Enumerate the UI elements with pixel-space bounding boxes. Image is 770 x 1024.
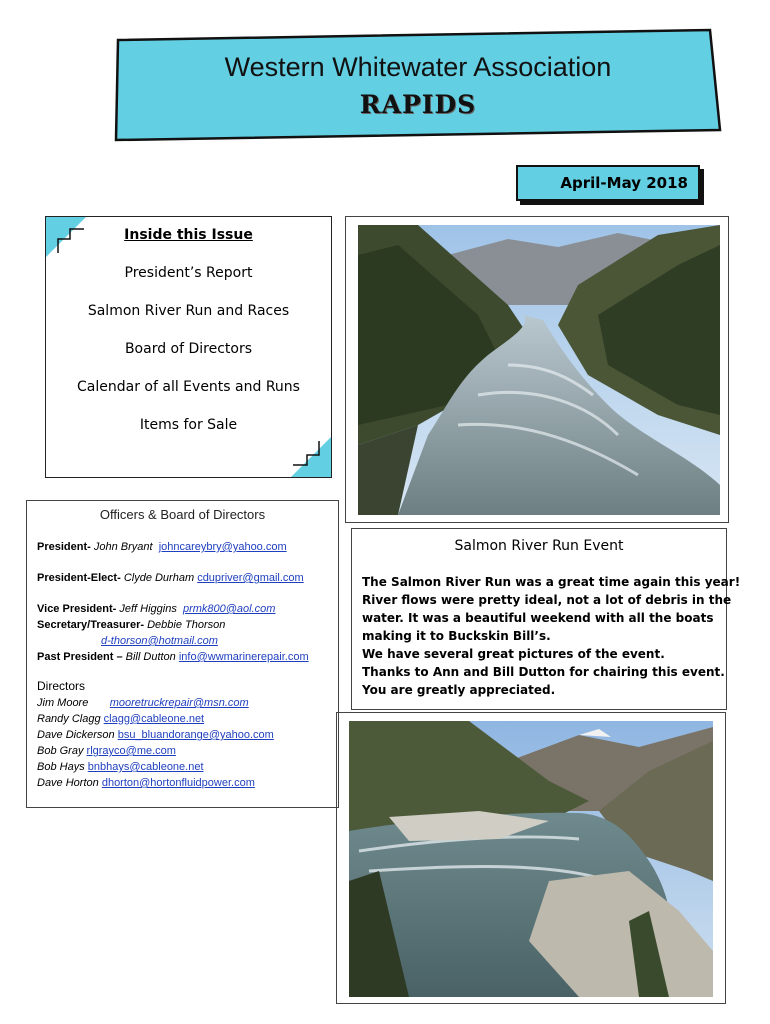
header-banner xyxy=(112,26,724,144)
event-text-line: making it to Buckskin Bill’s. xyxy=(362,629,551,643)
banner-shape xyxy=(112,26,724,144)
toc-item[interactable]: Items for Sale xyxy=(139,417,238,433)
officers-title: Officers & Board of Directors xyxy=(99,507,266,522)
email-link[interactable]: d-thorson@hotmail.com xyxy=(101,635,218,647)
directors-title: Directors xyxy=(37,679,86,693)
event-text-line: water. It was a beautiful weekend with all the boats xyxy=(362,611,714,625)
event-title: Salmon River Run Event xyxy=(454,538,624,554)
toc-title: Inside this Issue xyxy=(124,227,253,243)
officer-president: President- John Bryant johncareybry@yahoo.com xyxy=(37,541,287,553)
director-row: Dave Horton dhorton@hortonfluidpower.com xyxy=(37,777,255,789)
inside-this-issue-box xyxy=(45,216,332,478)
officer-vice-president: Vice President- Jeff Higgins prmk800@aol.com xyxy=(37,603,276,615)
email-link[interactable]: info@wwmarinerepair.com xyxy=(178,651,309,663)
officer-past-president: Past President – Bill Dutton info@wwmarinerepair.com xyxy=(37,651,309,663)
email-link[interactable]: mooretruckrepair@msn.com xyxy=(109,697,249,709)
issue-date: April-May 2018 xyxy=(516,165,700,201)
officers-board-box xyxy=(26,500,339,808)
director-row: Bob Gray rlgrayco@me.com xyxy=(37,745,176,757)
email-link[interactable]: prmk800@aol.com xyxy=(182,603,276,615)
event-text-line: River flows were pretty ideal, not a lot of debris in the xyxy=(362,593,732,607)
director-row: Randy Clagg clagg@cableone.net xyxy=(37,713,205,725)
newsletter-title: Western Whitewater Association xyxy=(224,52,612,82)
river-canyon-photo xyxy=(358,225,720,515)
event-text-line: The Salmon River Run was a great time again this year! xyxy=(362,575,741,589)
email-link[interactable]: johncareybry@yahoo.com xyxy=(158,541,287,553)
email-link[interactable]: rlgrayco@me.com xyxy=(86,745,176,757)
email-link[interactable]: cdupriver@gmail.com xyxy=(197,572,304,584)
officer-president-elect: President-Elect- Clyde Durham cdupriver@gmail.com xyxy=(37,572,304,584)
director-row: Jim Moore mooretruckrepair@msn.com xyxy=(37,697,249,709)
officer-secretary: Secretary/Treasurer- Debbie Thorson xyxy=(37,619,226,631)
event-text-line: You are greatly appreciated. xyxy=(362,683,556,697)
newsletter-subtitle: RAPIDS xyxy=(359,90,477,119)
email-link[interactable]: clagg@cableone.net xyxy=(103,713,205,725)
corner-ornament-bottom-icon xyxy=(283,429,331,477)
email-link[interactable]: dhorton@hortonfluidpower.com xyxy=(101,777,255,789)
director-row: Dave Dickerson bsu_bluandorange@yahoo.com xyxy=(37,729,274,741)
officer-secretary-email xyxy=(101,635,218,647)
toc-item[interactable]: Calendar of all Events and Runs xyxy=(77,379,300,395)
issue-date-box xyxy=(516,165,704,205)
toc-item[interactable]: President’s Report xyxy=(124,265,253,281)
river-bend-photo xyxy=(349,721,713,997)
river-photo-1-frame xyxy=(345,216,729,523)
toc-item[interactable]: Board of Directors xyxy=(124,341,253,357)
event-text-line: Thanks to Ann and Bill Dutton for chairing this event. xyxy=(362,665,725,679)
salmon-river-event-box xyxy=(351,528,741,710)
email-link[interactable]: bnbhays@cableone.net xyxy=(87,761,204,773)
event-text-line: We have several great pictures of the event. xyxy=(362,647,665,661)
river-photo-2-frame xyxy=(336,712,726,1004)
toc-item[interactable]: Salmon River Run and Races xyxy=(87,303,290,319)
director-row: Bob Hays bnbhays@cableone.net xyxy=(37,761,204,773)
email-link[interactable]: bsu_bluandorange@yahoo.com xyxy=(117,729,274,741)
